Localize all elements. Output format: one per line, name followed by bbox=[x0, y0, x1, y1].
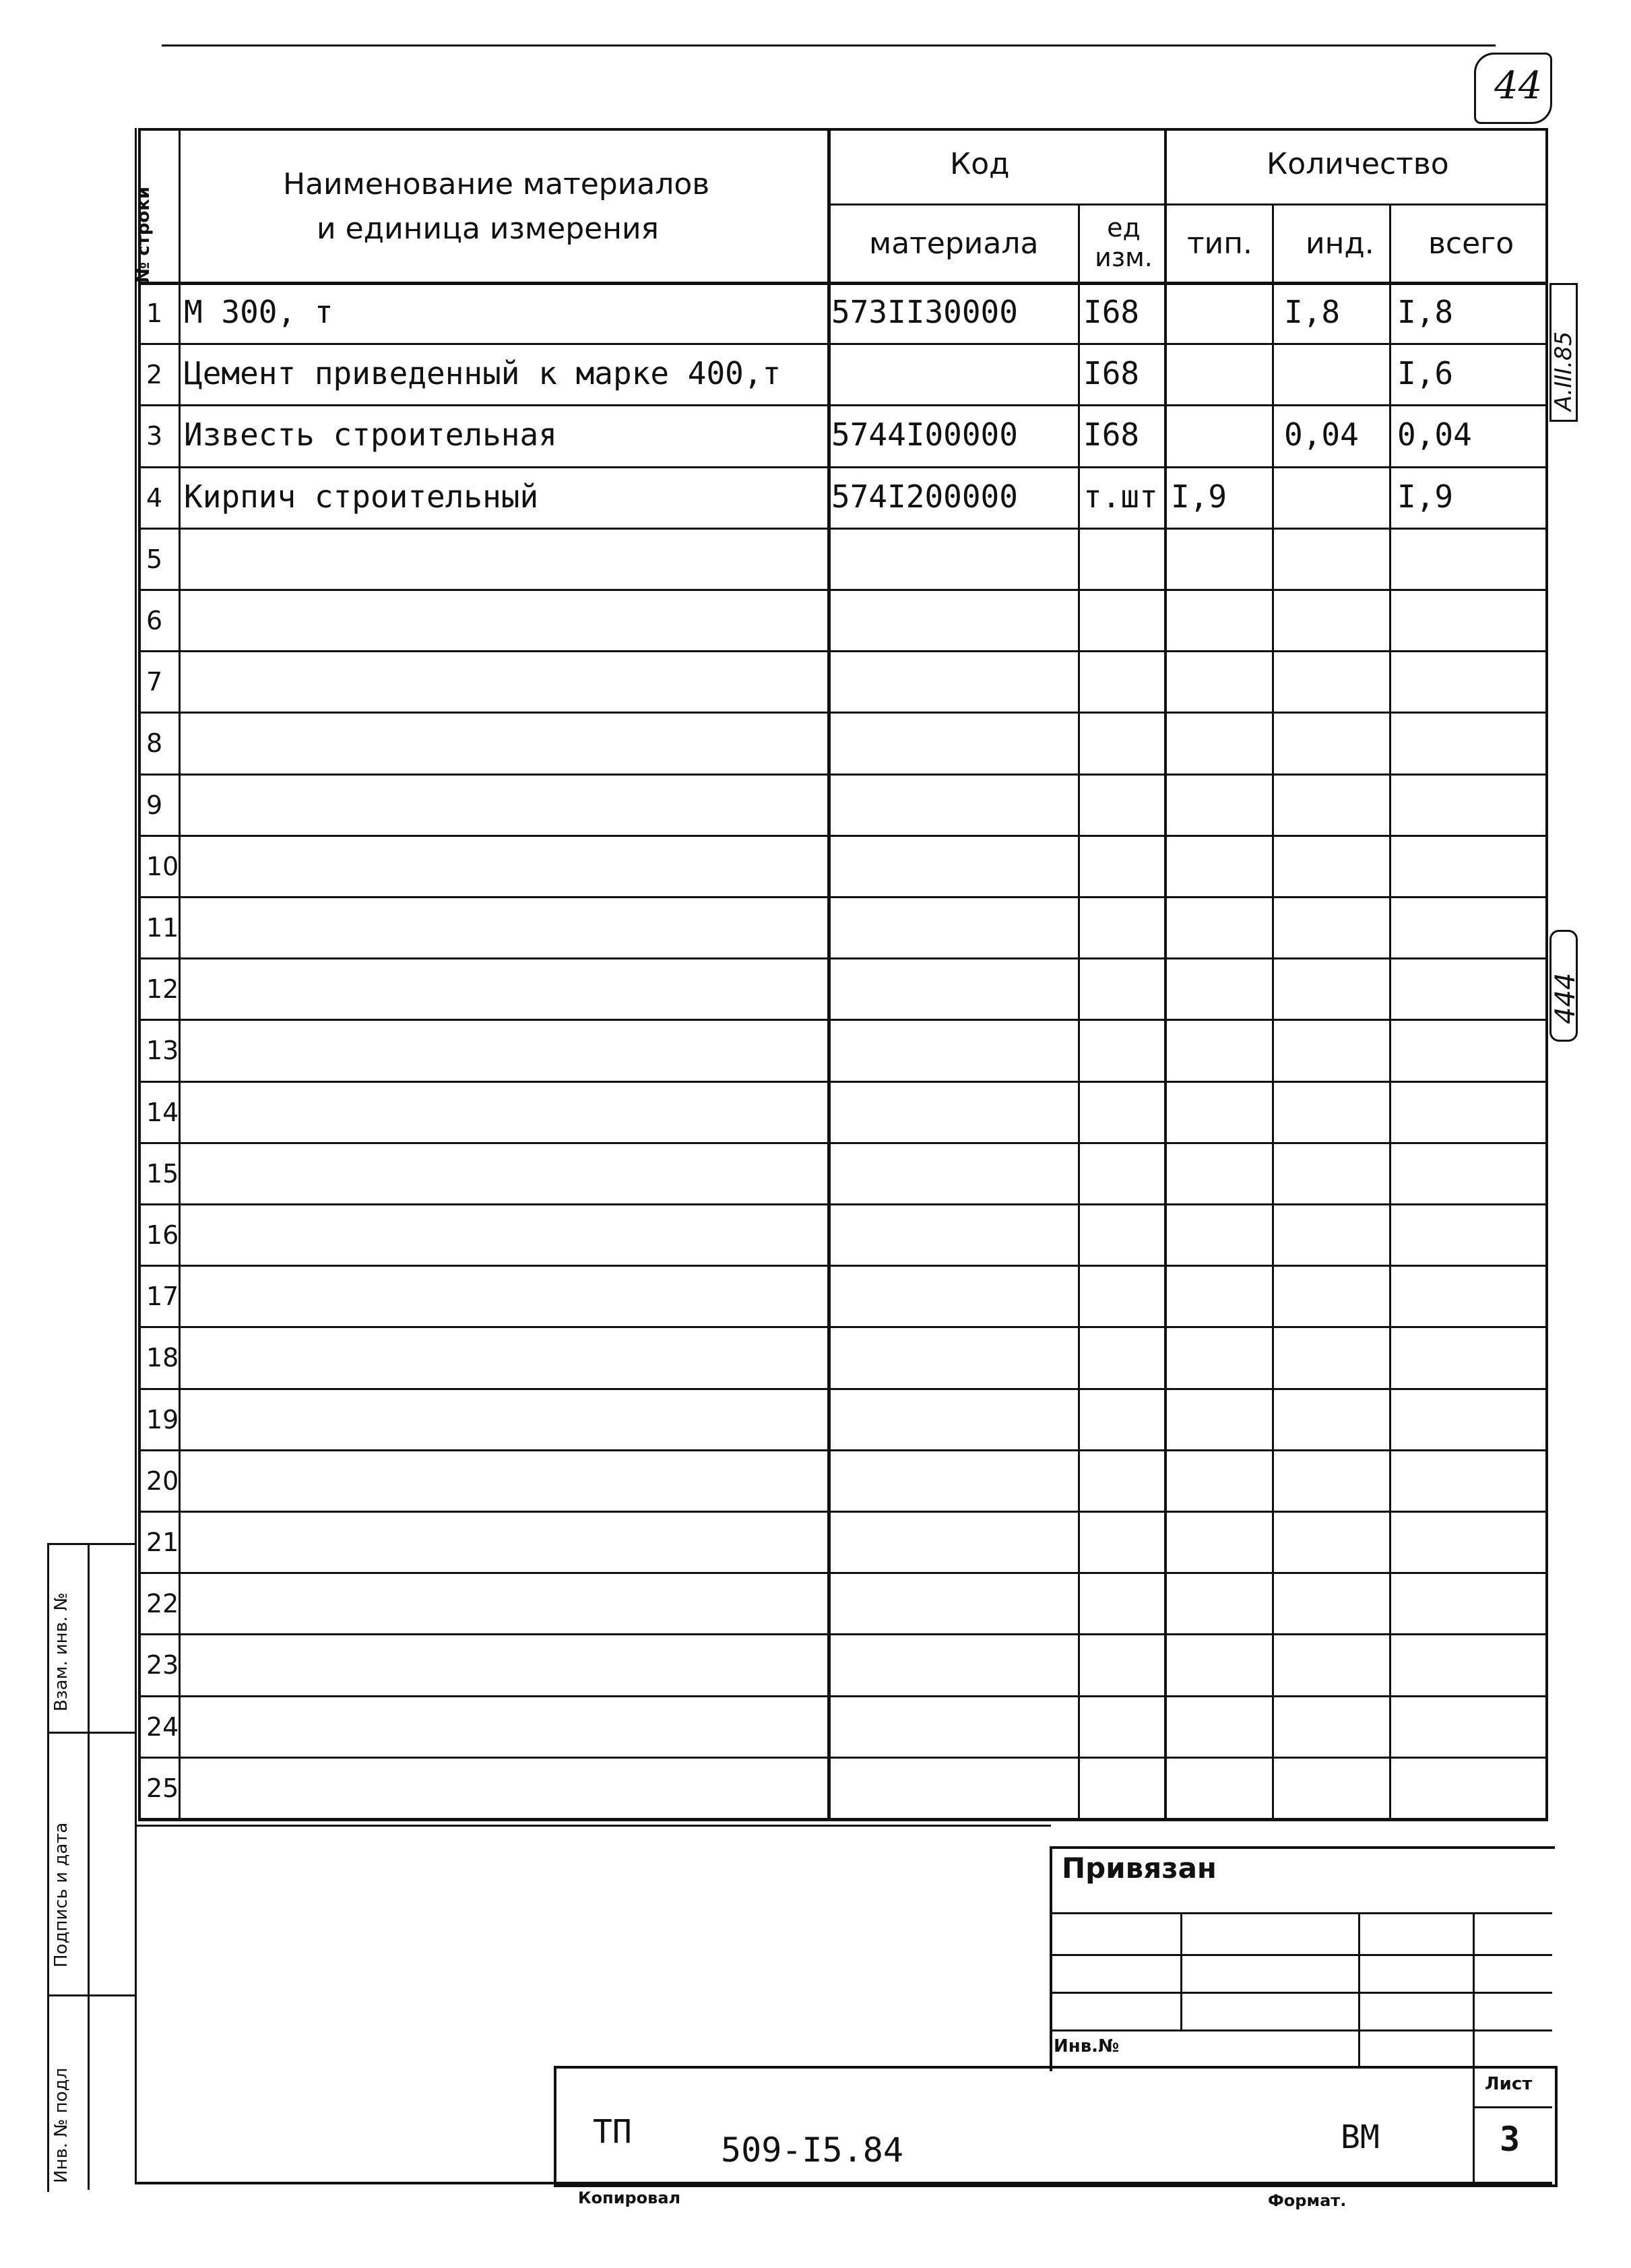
stamp-prefix: ТП bbox=[593, 2113, 632, 2151]
table-rule bbox=[1272, 203, 1274, 1818]
qty-typ: I,9 bbox=[1171, 478, 1227, 515]
table-rule bbox=[138, 1757, 1545, 1759]
table-rule bbox=[1389, 203, 1391, 1818]
material-name: Цемент приведенный к марке 400,т bbox=[184, 355, 781, 392]
table-rule bbox=[138, 1019, 1545, 1021]
stamp-doc-number: 509-I5.84 bbox=[721, 2131, 903, 2170]
material-code: 574I200000 bbox=[831, 478, 1018, 515]
stamp-inv-no: Инв.№ bbox=[1054, 2036, 1120, 2056]
table-rule bbox=[138, 835, 1545, 837]
row-number: 18 bbox=[146, 1343, 179, 1373]
stamp-privyazan: Привязан bbox=[1062, 1852, 1217, 1885]
table-rule bbox=[1545, 128, 1548, 1818]
row-number: 15 bbox=[146, 1158, 179, 1189]
header-qty-typ: тип. bbox=[1187, 226, 1252, 261]
row-number: 17 bbox=[146, 1282, 179, 1312]
table-rule bbox=[138, 128, 1545, 131]
row-number: 24 bbox=[146, 1711, 179, 1742]
table-rule bbox=[138, 1388, 1545, 1390]
side-mark-text: 444 bbox=[1550, 972, 1581, 1024]
unit-code: I68 bbox=[1083, 416, 1140, 453]
footer-kopiroval: Копировал bbox=[578, 2188, 681, 2207]
table-rule bbox=[138, 528, 1545, 530]
table-rule bbox=[1078, 203, 1080, 1818]
table-rule bbox=[138, 404, 1545, 406]
table-rule bbox=[827, 128, 831, 1818]
margin-podpis: Подпись и дата bbox=[51, 1822, 71, 1967]
qty-total: I,9 bbox=[1397, 478, 1454, 515]
header-code-unit: ед изм. bbox=[1095, 213, 1153, 272]
side-stamp-text: А.III.85 bbox=[1550, 331, 1577, 411]
row-number: 21 bbox=[146, 1527, 179, 1557]
material-name: Кирпич строительный bbox=[184, 478, 539, 515]
material-code: 573II30000 bbox=[831, 294, 1018, 330]
row-number: 22 bbox=[146, 1589, 179, 1619]
row-number: 23 bbox=[146, 1650, 179, 1680]
qty-total: I,6 bbox=[1397, 355, 1454, 392]
header-qty-ind: инд. bbox=[1306, 226, 1374, 261]
row-number: 2 bbox=[146, 360, 163, 390]
material-name: Известь строительная bbox=[184, 416, 557, 453]
table-rule bbox=[138, 1511, 1545, 1513]
table-rule bbox=[138, 712, 1545, 714]
table-rule bbox=[138, 343, 1545, 345]
stamp-mark: ВМ bbox=[1341, 2118, 1380, 2156]
margin-vzam: Взам. инв. № bbox=[51, 1592, 71, 1711]
table-rule bbox=[138, 1265, 1545, 1267]
table-rule bbox=[138, 1695, 1545, 1697]
qty-ind: I,8 bbox=[1284, 294, 1341, 330]
table-rule bbox=[138, 1203, 1545, 1205]
row-number: 1 bbox=[146, 298, 163, 328]
table-rule bbox=[138, 957, 1545, 959]
table-rule bbox=[138, 896, 1545, 898]
stamp-sheet-label: Лист bbox=[1485, 2074, 1533, 2094]
row-number: 25 bbox=[146, 1773, 179, 1803]
row-number: 8 bbox=[146, 728, 163, 759]
unit-code: т.шт bbox=[1083, 478, 1158, 515]
header-code-material: материала bbox=[869, 226, 1039, 261]
row-number: 9 bbox=[146, 790, 163, 820]
table-rule bbox=[138, 1818, 1548, 1821]
header-name-line1: Наименование материалов bbox=[283, 167, 710, 201]
qty-ind: 0,04 bbox=[1284, 416, 1359, 453]
row-number: 3 bbox=[146, 421, 163, 451]
row-number: 20 bbox=[146, 1466, 179, 1496]
unit-code: I68 bbox=[1083, 294, 1140, 330]
margin-inv-podl: Инв. № подл bbox=[51, 2067, 71, 2183]
material-name: М 300, т bbox=[184, 294, 333, 330]
table-rule bbox=[1164, 128, 1167, 1818]
header-row-no: № строки bbox=[133, 186, 154, 283]
material-code: 5744I00000 bbox=[831, 416, 1018, 453]
row-number: 5 bbox=[146, 544, 163, 574]
page-number: 44 bbox=[1494, 64, 1543, 108]
table-rule bbox=[138, 1326, 1545, 1328]
unit-code: I68 bbox=[1083, 355, 1140, 392]
row-number: 7 bbox=[146, 667, 163, 697]
table-rule bbox=[138, 650, 1545, 652]
table-rule bbox=[138, 1633, 1545, 1635]
table-rule bbox=[138, 128, 141, 1818]
table-rule bbox=[138, 1572, 1545, 1574]
row-number: 13 bbox=[146, 1036, 179, 1066]
row-number: 14 bbox=[146, 1097, 179, 1127]
header-code: Код bbox=[950, 147, 1010, 181]
table-rule bbox=[138, 774, 1545, 776]
header-quantity: Количество bbox=[1267, 147, 1449, 181]
row-number: 12 bbox=[146, 974, 179, 1005]
table-rule bbox=[138, 589, 1545, 591]
table-rule bbox=[179, 128, 181, 1818]
table-rule bbox=[135, 1825, 1051, 1827]
table-rule bbox=[138, 1142, 1545, 1144]
table-rule bbox=[138, 282, 1545, 285]
row-number: 11 bbox=[146, 913, 179, 943]
table-rule bbox=[827, 203, 1545, 206]
header-name-line2: и единица измерения bbox=[317, 212, 660, 246]
header-qty-total: всего bbox=[1428, 226, 1514, 261]
row-number: 16 bbox=[146, 1220, 179, 1250]
qty-total: 0,04 bbox=[1397, 416, 1472, 453]
table-rule bbox=[138, 1449, 1545, 1451]
title-block bbox=[554, 2066, 1558, 2187]
qty-total: I,8 bbox=[1397, 294, 1454, 330]
table-rule bbox=[138, 466, 1545, 468]
table-rule bbox=[138, 1081, 1545, 1083]
stamp-sheet-number: 3 bbox=[1500, 2120, 1521, 2159]
footer-format: Формат. bbox=[1268, 2191, 1347, 2210]
row-number: 4 bbox=[146, 482, 163, 513]
row-number: 6 bbox=[146, 606, 163, 635]
top-rule bbox=[162, 44, 1496, 46]
row-number: 10 bbox=[146, 851, 179, 881]
row-number: 19 bbox=[146, 1404, 179, 1435]
